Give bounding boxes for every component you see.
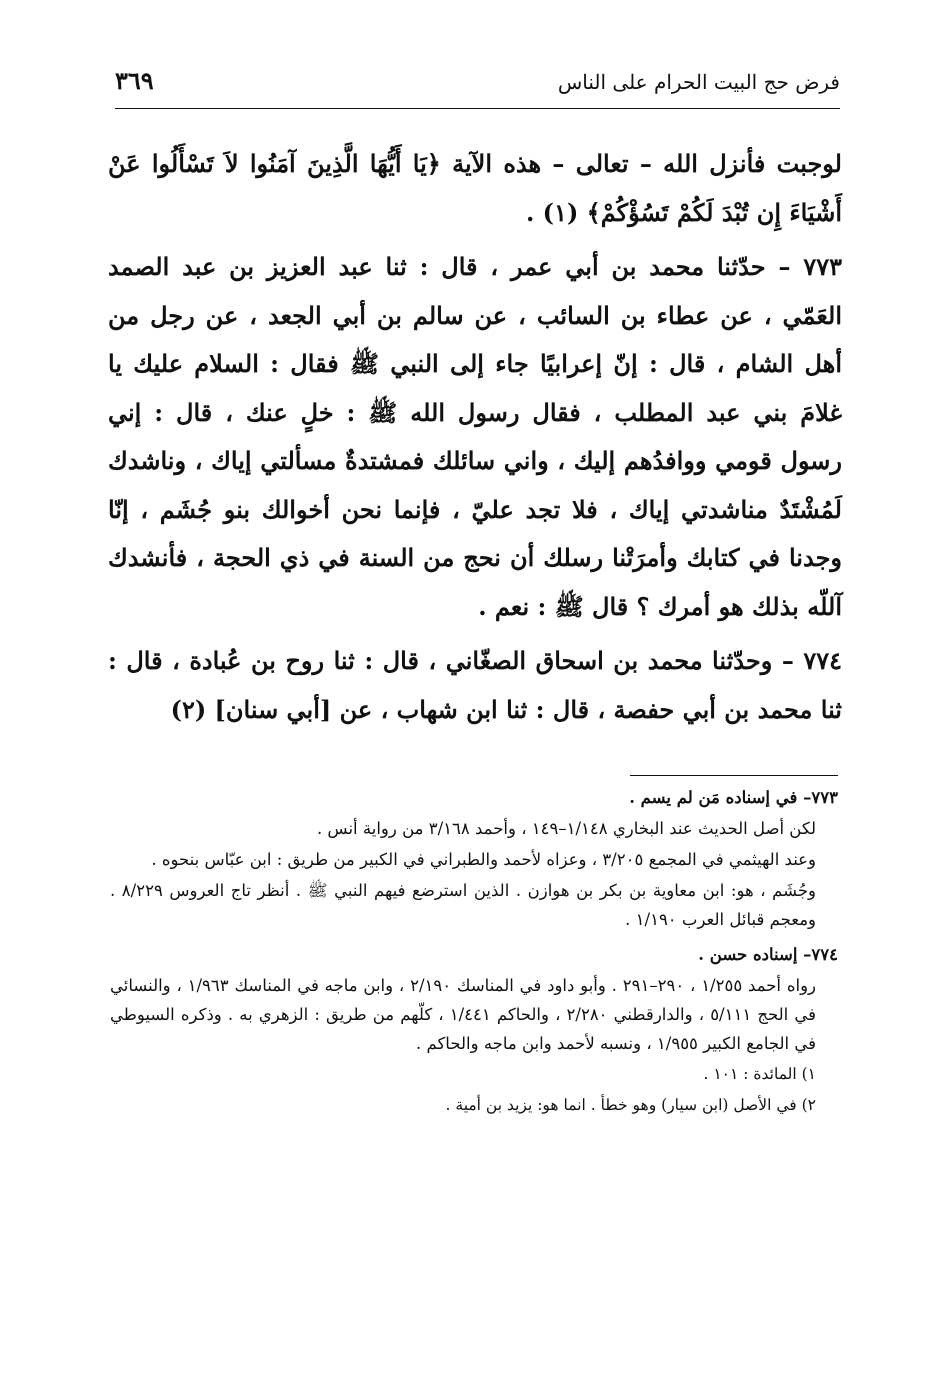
- hadith-774: ٧٧٤ – وحدّثنا محمد بن اسحاق الصغّاني ، قال : ثنا روح بن عُبادة ، قال : ثنا محمد بن أبي حفصة ، قال : ثنا ابن شهاب ، عن [أبي سنان] (٢): [108, 646, 842, 724]
- footnote-773-line: وعند الهيثمي في المجمع ٣/٢٠٥ ، وعزاه لأحمد والطبراني في الكبير من طريق : ابن عبّاس بنحوه .: [151, 850, 816, 869]
- page-header: [115, 66, 840, 109]
- footnote-1: ١) المائدة : ١٠١ .: [703, 1065, 816, 1083]
- footnote-773-line: لكن أصل الحديث عند البخاري ١/١٤٨–١٤٩ ، وأحمد ٣/١٦٨ من رواية أنس .: [316, 819, 816, 838]
- footnote-2: ٢) في الأصل (ابن سيار) وهو خطأ . انما هو: يزيد بن أمية .: [445, 1096, 816, 1114]
- footnote-774-line: رواه أحمد ١/٢٥٥ ، ٢٩٠–٢٩١ . وأبو داود في المناسك ٢/١٩٠ ، وابن ماجه في المناسك ١/٩٦٣ ، والنسائي في الحج ٥/١١١ ، والدارقطني ٢/٢٨٠ ، والحاكم ١/٤٤١ ، كلّهم من طريق : الزهري به . وذكره السيوطي في الجامع الكبير ١/٩٥٥ ، ونسبه لأحمد وابن ماجه والحاكم .: [110, 976, 817, 1053]
- paragraph-verse: لوجبت فأنزل الله – تعالى – هذه الآية ﴿يَا أَيُّهَا الَّذِينَ آمَنُوا لاَ تَسْأَلُوا عَنْ أَشْيَاءَ إِن تُبْدَ لَكُمْ تَسُؤْكُمْ﴾ (١) .: [108, 149, 842, 227]
- running-title: فرض حج البيت الحرام على الناس: [557, 70, 840, 94]
- main-text: [108, 140, 842, 740]
- footnote-773-heading: ٧٧٣– في إسناده مَن لم يسم .: [629, 788, 838, 807]
- footnote-separator: [630, 775, 838, 776]
- footnotes: [110, 783, 838, 1120]
- hadith-773: ٧٧٣ – حدّثنا محمد بن أبي عمر ، قال : ثنا عبد العزيز بن عبد الصمد العَمّي ، عن عطاء بن السائب ، عن سالم بن أبي الجعد ، عن رجل من أهل الشام ، قال : إنّ إعرابيًا جاء إلى النبي ﷺ فقال : السلام عليك يا غلامَ بني عبد المطلب ، فقال رسول الله ﷺ : خلٍ عنك ، قال : إني رسول قومي ووافدُهم إليك ، واني سائلك فمشتدةٌ مسألتي إياك ، وناشدك لَمُشْتَدٌ مناشدتي إياك ، فلا تجد عليّ ، فإنما نحن أخوالك بنو جُشَم ، إنّا وجدنا في كتابك وأمرَتْنا رسلك أن نحج من السنة في ذي الحجة ، فأنشدك آللّه بذلك هو أمرك ؟ قال ﷺ : نعم .: [108, 252, 842, 621]
- footnote-773-line: وجُشَم ، هو: ابن معاوية بن بكر بن هوازن . الذين استرضع فيهم النبي ﷺ . أنظر تاج العروس ٨/٢٢٩ . ومعجم قبائل العرب ١/١٩٠ .: [110, 881, 816, 929]
- page-number: ٣٦٩: [115, 66, 154, 95]
- footnote-774-heading: ٧٧٤– إسناده حسن .: [698, 945, 838, 964]
